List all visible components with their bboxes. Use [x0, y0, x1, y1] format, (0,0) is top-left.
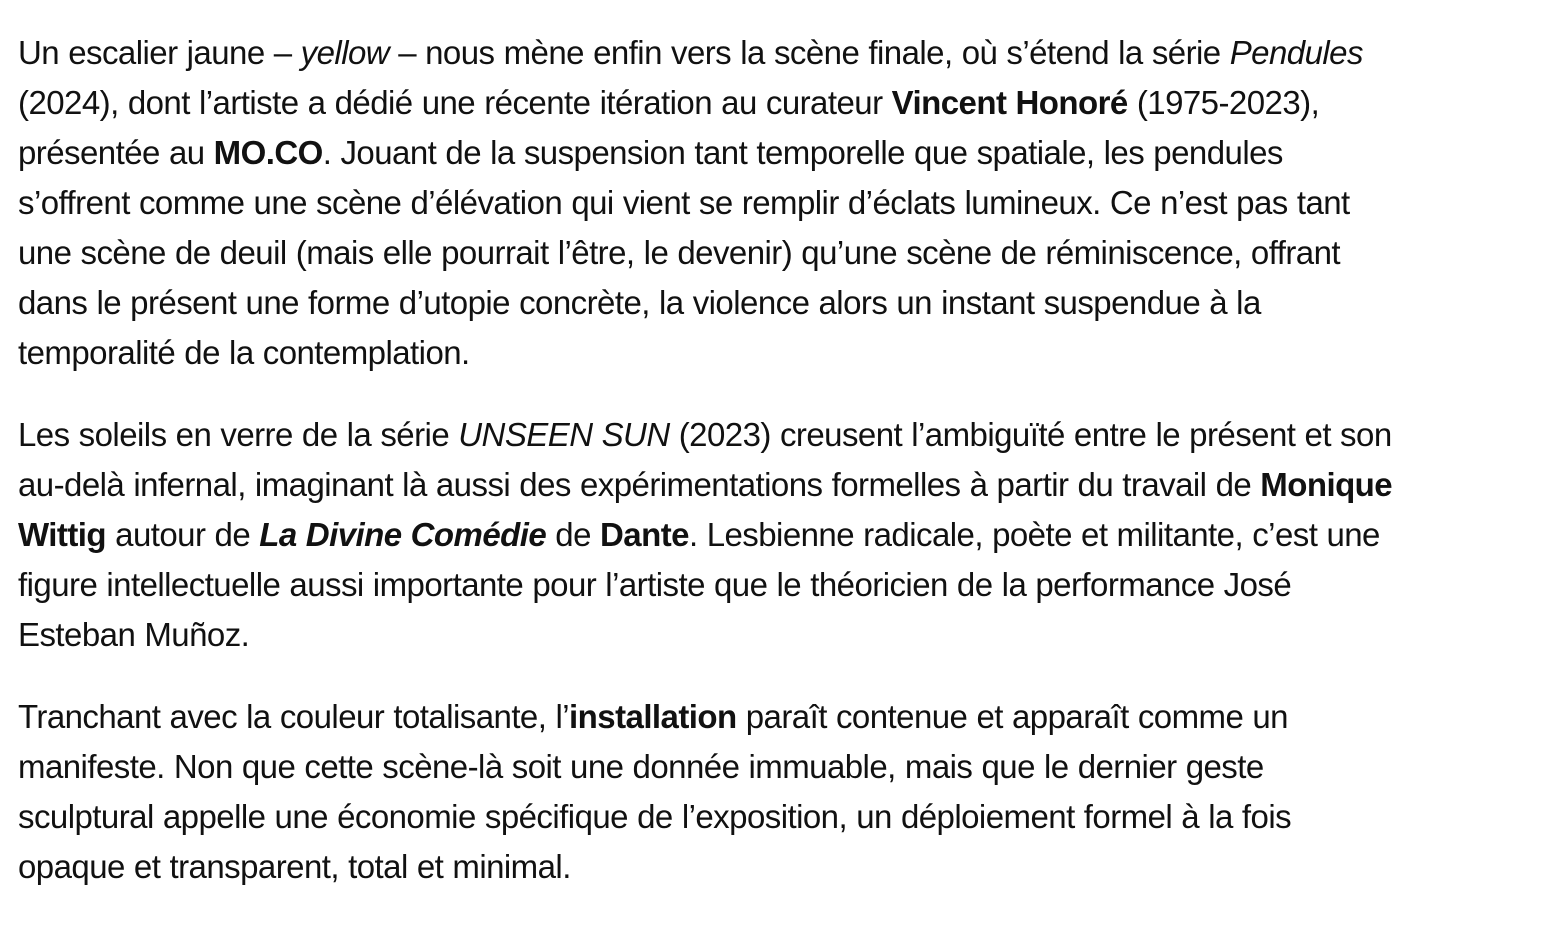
- bold-text: Dante: [600, 516, 689, 553]
- text-run: (2024), dont l’artiste a dédié une récente itération au curateur: [18, 84, 892, 121]
- paragraph-line: [18, 842, 1526, 892]
- paragraph-line: [18, 178, 1526, 228]
- bold-text: Wittig: [18, 516, 107, 553]
- text-run: dans le présent une forme d’utopie concrète, la violence alors un instant suspendue à la: [18, 284, 1261, 321]
- paragraph-line: [18, 692, 1526, 742]
- text-run: Esteban Muñoz.: [18, 616, 250, 653]
- text-run: Un escalier jaune –: [18, 34, 301, 71]
- paragraph-line: [18, 410, 1526, 460]
- text-run: figure intellectuelle aussi importante pour l’artiste que le théoricien de la performance José: [18, 566, 1292, 603]
- text-run: opaque et transparent, total et minimal.: [18, 848, 571, 885]
- text-run: manifeste. Non que cette scène-là soit une donnée immuable, mais que le dernier geste: [18, 748, 1264, 785]
- text-run: (1975-2023),: [1127, 84, 1320, 121]
- paragraph-line: [18, 78, 1526, 128]
- paragraph-line: [18, 328, 1526, 378]
- italic-text: Pendules: [1229, 34, 1363, 71]
- bold-text: Vincent Honoré: [891, 84, 1128, 121]
- paragraph-line: [18, 792, 1526, 842]
- text-run: s’offrent comme une scène d’élévation qui vient se remplir d’éclats lumineux. Ce n’est pas tant: [18, 184, 1350, 221]
- text-run: de: [546, 516, 601, 553]
- bold-text: Monique: [1260, 466, 1393, 503]
- article-paragraph: [18, 28, 1526, 378]
- text-run: . Lesbienne radicale, poète et militante, c’est une: [688, 516, 1380, 553]
- article-paragraph: [18, 410, 1526, 660]
- text-run: autour de: [106, 516, 260, 553]
- text-run: paraît contenue et apparaît comme un: [736, 698, 1288, 735]
- text-run: Les soleils en verre de la série: [18, 416, 459, 453]
- paragraph-line: [18, 28, 1526, 78]
- paragraph-line: [18, 460, 1526, 510]
- text-run: temporalité de la contemplation.: [18, 334, 470, 371]
- text-run: Tranchant avec la couleur totalisante, l’: [18, 698, 570, 735]
- bold-italic-run: [259, 516, 546, 553]
- text-run: au-delà infernal, imaginant là aussi des expérimentations formelles à partir du travail de: [18, 466, 1261, 503]
- italic-text: yellow: [300, 34, 390, 71]
- text-run: . Jouant de la suspension tant temporelle que spatiale, les pendules: [322, 134, 1283, 171]
- italic-text: UNSEEN SUN: [458, 416, 670, 453]
- bold-text: MO.CO: [213, 134, 323, 171]
- paragraph-line: [18, 278, 1526, 328]
- paragraph-line: [18, 610, 1526, 660]
- paragraph-line: [18, 510, 1526, 560]
- paragraph-line: [18, 128, 1526, 178]
- paragraph-line: [18, 742, 1526, 792]
- text-run: sculptural appelle une économie spécifique de l’exposition, un déploiement formel à la fois: [18, 798, 1292, 835]
- paragraph-line: [18, 560, 1526, 610]
- bold-italic-text: La Divine Comédie: [259, 516, 547, 553]
- text-run: présentée au: [18, 134, 214, 171]
- text-run: une scène de deuil (mais elle pourrait l’être, le devenir) qu’une scène de réminiscence, offrant: [18, 234, 1341, 271]
- bold-text: installation: [569, 698, 737, 735]
- paragraph-line: [18, 228, 1526, 278]
- article-paragraph: [18, 692, 1526, 892]
- text-run: – nous mène enfin vers la scène finale, où s’étend la série: [389, 34, 1230, 71]
- text-run: (2023) creusent l’ambiguïté entre le présent et son: [669, 416, 1392, 453]
